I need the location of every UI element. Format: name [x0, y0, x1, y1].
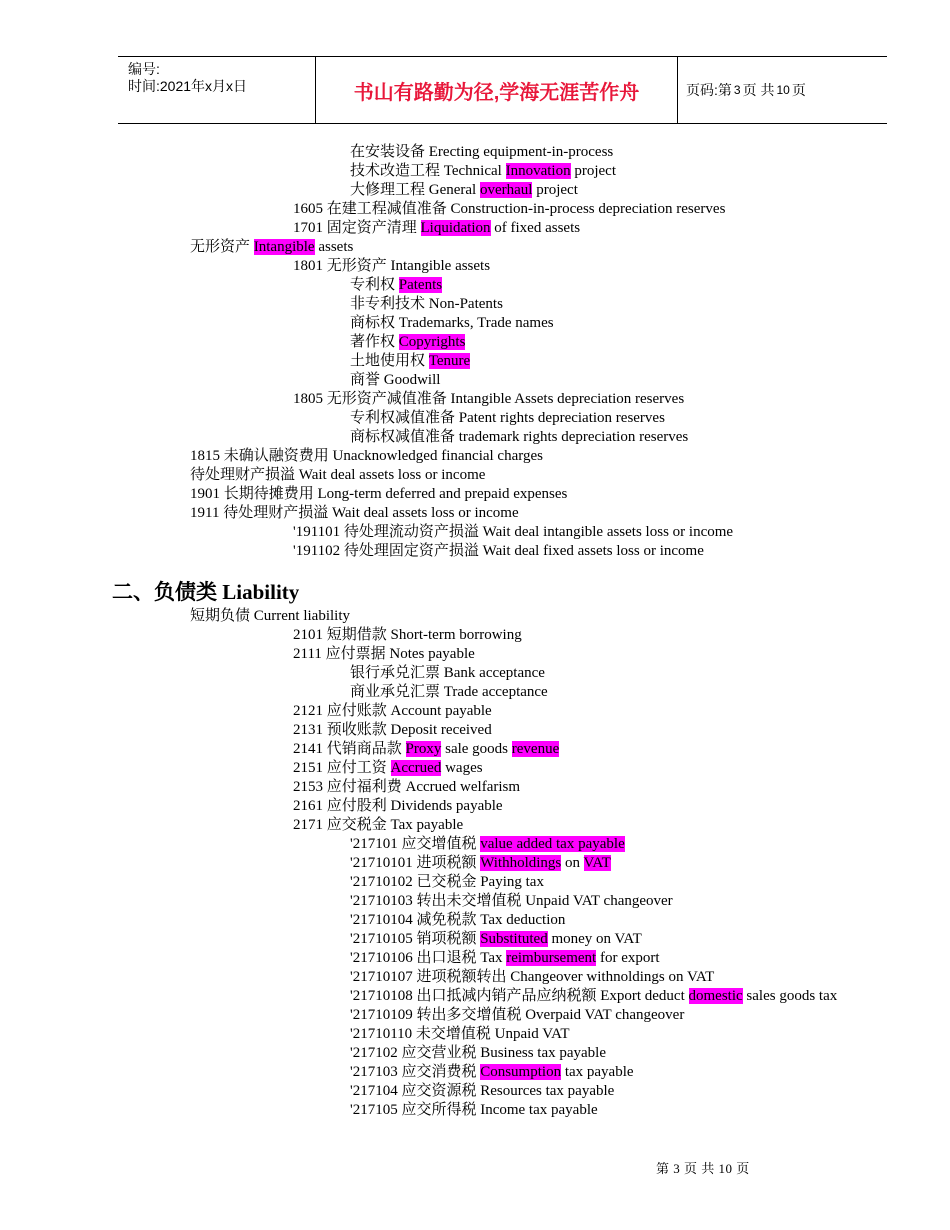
account-line [350, 428, 688, 447]
highlighted-term: Innovation [505, 163, 571, 179]
account-line [350, 949, 660, 968]
account-line [350, 1044, 606, 1063]
highlighted-term: Intangible [253, 239, 315, 255]
account-line [350, 371, 440, 390]
account-line [293, 778, 520, 797]
page-prefix: 页码:第 [686, 82, 732, 98]
account-line [350, 1006, 684, 1025]
line-text: 商标权 Trademarks, Trade names [350, 315, 554, 331]
line-text: sale goods [441, 740, 512, 757]
account-line [190, 485, 567, 504]
line-text: 1815 未确认融资费用 Unacknowledged financial charges [190, 448, 543, 464]
highlighted-term: Consumption [480, 1063, 562, 1080]
account-line [350, 683, 548, 702]
highlighted-term: reimbursement [506, 949, 597, 966]
line-text: 待处理财产损溢 Wait deal assets loss or income [190, 467, 486, 483]
account-line [293, 219, 580, 238]
highlighted-term: value added tax payable [480, 835, 625, 852]
account-line [293, 816, 463, 835]
highlighted-term: overhaul [479, 182, 533, 198]
line-text: 商业承兑汇票 Trade acceptance [350, 683, 548, 700]
line-text: 非专利技术 Non-Patents [350, 296, 503, 312]
line-text: of fixed assets [490, 220, 581, 236]
account-line [293, 257, 490, 276]
highlighted-term: Patents [398, 277, 443, 293]
line-text: project [570, 163, 616, 179]
account-line [293, 740, 559, 759]
highlighted-term: Liquidation [420, 220, 491, 236]
line-text: 商标权减值准备 trademark rights depreciation reserves [350, 429, 689, 445]
account-line [350, 352, 470, 371]
page-footer: 第 3 页 共 10 页 [656, 1161, 750, 1176]
line-text: 1605 在建工程减值准备 Construction-in-process depreciation reserves [293, 201, 726, 217]
account-line [350, 295, 503, 314]
line-text: '21710107 进项税额转出 Changeover withnoldings on VAT [350, 968, 715, 985]
line-text: 土地使用权 [350, 353, 429, 369]
highlighted-term: Accrued [390, 759, 442, 776]
account-line [190, 466, 485, 485]
page-mid: 页 共 [742, 82, 775, 98]
line-text: '21710105 销项税额 [350, 930, 481, 947]
line-text: '21710102 已交税金 Paying tax [350, 873, 544, 890]
line-text: 大修理工程 General [350, 182, 480, 198]
line-text: '217103 应交消费税 [350, 1063, 481, 1080]
highlighted-term: Tenure [428, 353, 471, 369]
section-heading-liability: 二、负债类 Liability [112, 580, 300, 604]
line-text: 2101 短期借款 Short-term borrowing [293, 626, 522, 643]
header-page-number [678, 57, 887, 123]
account-line [350, 892, 673, 911]
account-line [350, 911, 565, 930]
highlighted-term: revenue [511, 740, 560, 757]
page-suffix: 页 [791, 82, 806, 98]
line-text: money on VAT [547, 930, 642, 947]
line-text: assets [314, 239, 354, 255]
line-text: '21710103 转出未交增值税 Unpaid VAT changeover [350, 892, 673, 909]
page-total: 10 [776, 83, 790, 97]
line-text: 无形资产 [190, 239, 254, 255]
line-text: 在安装设备 Erecting equipment-in-process [350, 144, 614, 160]
line-text: '217104 应交资源税 Resources tax payable [350, 1082, 615, 1099]
account-line [350, 314, 554, 333]
line-text: 1801 无形资产 Intangible assets [293, 258, 491, 274]
line-text: 2161 应付股利 Dividends payable [293, 797, 503, 814]
document-number-label: 编号: [128, 61, 160, 77]
line-text: 专利权减值准备 Patent rights depreciation reserves [350, 410, 665, 426]
account-line [350, 162, 616, 181]
line-text: sales goods tax [742, 987, 838, 1004]
line-text: 1911 待处理财产损溢 Wait deal assets loss or income [190, 505, 519, 521]
account-line [350, 1063, 634, 1082]
line-text: '217102 应交营业税 Business tax payable [350, 1044, 607, 1061]
line-text: 技术改造工程 Technical [350, 163, 506, 179]
account-line [293, 645, 475, 664]
account-line [293, 200, 725, 219]
account-line [293, 759, 483, 778]
line-text: tax payable [561, 1063, 634, 1080]
line-text: for export [596, 949, 660, 966]
account-line [350, 276, 442, 295]
account-line [350, 181, 578, 200]
account-line [190, 504, 519, 523]
account-line [190, 607, 350, 626]
line-text: '191102 待处理固定资产损溢 Wait deal fixed assets loss or income [293, 543, 704, 559]
account-line [190, 447, 543, 466]
account-line [293, 390, 684, 409]
line-text: project [532, 182, 578, 198]
highlighted-term: domestic [688, 987, 743, 1004]
line-text: 1901 长期待摊费用 Long-term deferred and prepaid expenses [190, 486, 568, 502]
line-text: '21710101 进项税额 [350, 854, 481, 871]
line-text: 2153 应付福利费 Accrued welfarism [293, 778, 521, 795]
header-motto: 书山有路勤为径,学海无涯苦作舟 [315, 57, 678, 123]
page-current: 3 [733, 83, 741, 97]
line-text: 专利权 [350, 277, 399, 293]
line-text: wages [441, 759, 483, 776]
line-text: '217105 应交所得税 Income tax payable [350, 1101, 598, 1118]
line-text: '21710104 减免税款 Tax deduction [350, 911, 566, 928]
line-text: 短期负债 Current liability [190, 607, 350, 624]
line-text: 2131 预收账款 Deposit received [293, 721, 492, 738]
line-text: 商誉 Goodwill [350, 372, 441, 388]
line-text: 2121 应付账款 Account payable [293, 702, 492, 719]
account-line [350, 143, 613, 162]
line-text: '21710110 未交增值税 Unpaid VAT [350, 1025, 570, 1042]
highlighted-term: Substituted [480, 930, 548, 947]
account-line [350, 854, 611, 873]
account-line [350, 1101, 598, 1120]
line-text: 1701 固定资产清理 [293, 220, 421, 236]
account-line [190, 238, 353, 257]
line-text: '191101 待处理流动资产损溢 Wait deal intangible assets loss or income [293, 524, 734, 540]
line-text: '21710106 出口退税 Tax [350, 949, 507, 966]
line-text: 2111 应付票据 Notes payable [293, 645, 475, 662]
line-text: 著作权 [350, 334, 399, 350]
line-text: 2171 应交税金 Tax payable [293, 816, 464, 833]
header-meta [118, 57, 315, 123]
line-text: '21710108 出口抵减内销产品应纳税额 Export deduct [350, 987, 689, 1004]
highlighted-term: VAT [583, 854, 611, 871]
account-line [293, 523, 733, 542]
line-text: 2141 代销商品款 [293, 740, 406, 757]
account-line [350, 409, 665, 428]
account-line [293, 797, 503, 816]
line-text: 1805 无形资产减值准备 Intangible Assets depreciation reserves [293, 391, 685, 407]
line-text: 银行承兑汇票 Bank acceptance [350, 664, 545, 681]
account-line [350, 1025, 570, 1044]
account-line [350, 873, 544, 892]
account-line [350, 968, 714, 987]
highlighted-term: Copyrights [398, 334, 466, 350]
highlighted-term: Withholdings [480, 854, 562, 871]
document-time-label: 时间:2021年x月x日 [128, 78, 248, 94]
line-text: '217101 应交增值税 [350, 835, 481, 852]
line-text: on [561, 854, 584, 871]
account-line [350, 1082, 614, 1101]
account-line [350, 664, 545, 683]
line-text: 2151 应付工资 [293, 759, 391, 776]
account-line [293, 702, 492, 721]
account-line [350, 333, 465, 352]
page-header [118, 56, 887, 124]
account-line [293, 542, 704, 561]
highlighted-term: Proxy [405, 740, 442, 757]
account-line [350, 930, 642, 949]
account-line [350, 987, 837, 1006]
account-line [350, 835, 625, 854]
account-line [293, 721, 492, 740]
line-text: '21710109 转出多交增值税 Overpaid VAT changeover [350, 1006, 685, 1023]
account-line [293, 626, 522, 645]
